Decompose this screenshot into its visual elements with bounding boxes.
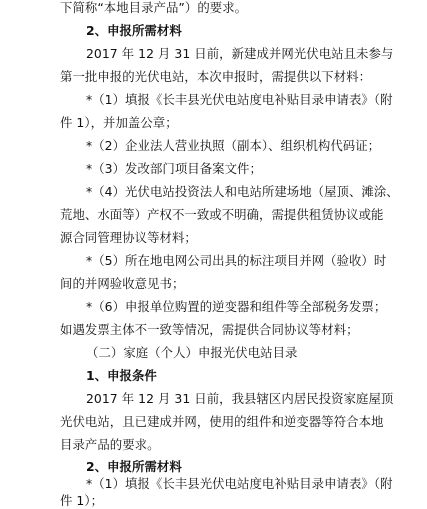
text-line: *（6）申报单位购置的逆变器和组件等全部税务发票； — [86, 299, 387, 314]
text-line: 2017 年 12 月 31 日前，我县辖区内居民投资家庭屋顶 — [86, 391, 394, 406]
text-line: 下简称“本地目录产品”）的要求。 — [60, 0, 248, 15]
text-line: 件 1）； — [60, 493, 104, 508]
section-heading: 1、申报条件 — [86, 368, 157, 383]
text-line: *（5）所在地电网公司出具的标注项目并网（验收）时 — [86, 253, 387, 268]
text-line: 间的并网验收意见书； — [60, 276, 185, 291]
section-heading: 2、申报所需材料 — [86, 459, 182, 474]
text-line: 如遇发票主体不一致等情况，需提供合同协议等材料； — [60, 322, 359, 337]
text-line: 2017 年 12 月 31 日前，新建成并网光伏电站且未参与 — [86, 46, 394, 61]
text-line: 第一批申报的光伏电站，本次申报时，需提供以下材料： — [60, 69, 372, 84]
text-line: 光伏电站，且已建成并网，使用的组件和逆变器等符合本地 — [60, 414, 384, 429]
text-line: *（2）企业法人营业执照（副本）、组织机构代码证； — [86, 138, 381, 153]
text-line: 荒地、水面等）产权不一致或不明确，需提供租赁协议或能 — [60, 207, 384, 222]
text-line: *（1）填报《长丰县光伏电站度电补贴目录申请表》（附 — [86, 92, 393, 107]
section-heading: 2、申报所需材料 — [86, 23, 182, 38]
text-line: 件 1），并加盖公章； — [60, 115, 178, 130]
text-line: *（1）填报《长丰县光伏电站度电补贴目录申请表》（附 — [86, 476, 393, 491]
subsection-heading: （二）家庭（个人）申报光伏电站目录 — [86, 345, 298, 360]
text-line: *（3）发改部门项目备案文件； — [86, 161, 262, 176]
text-line: 源合同管理协议等材料； — [60, 230, 197, 245]
text-line: *（4）光伏电站投资法人和电站所建场地（屋顶、滩涂、 — [86, 184, 399, 199]
text-line: 目录产品的要求。 — [60, 437, 160, 452]
